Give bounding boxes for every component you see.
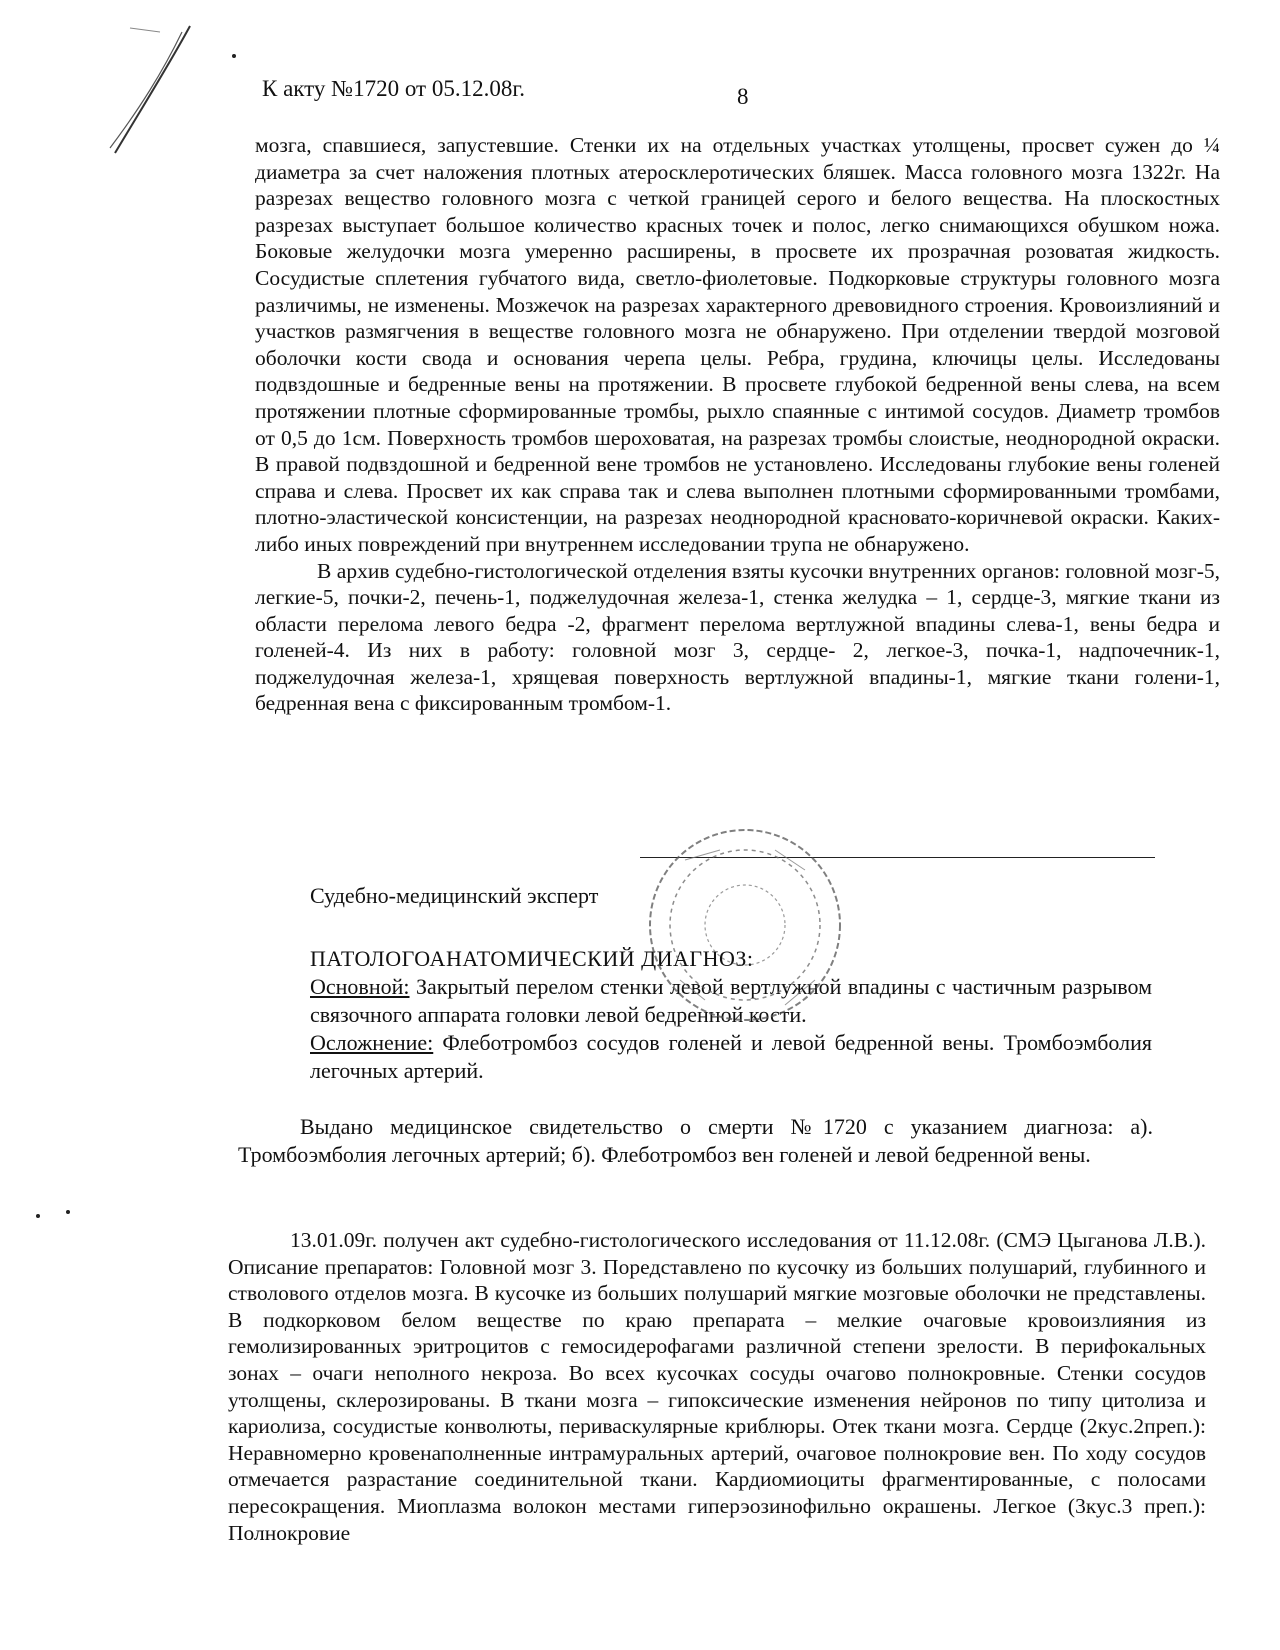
paragraph-internal-exam: мозга, спавшиеся, запустевшие. Стенки их на отдельных участках утолщены, просвет сужен до ¼ диаметра за счет наложения плотных атеросклеротических бляшек. Масса головного мозга 1322г. На разрезах вещество головного мозга с четкой границей серого и белого вещества. На плоскостных разрезах выступает большое количество красных точек и полос, легко снимающихся обушком ножа. Боковые желудочки мозга умеренно расширены, в просвете их прозрачная розоватая жидкость. Сосудистые сплетения губчатого вида, светло-фиолетовые. Подкорковые структуры головного мозга различимы, не изменены. Мозжечок на разрезах характерного древовидного строения. Кровоизлияний и участков размягчения в веществе головного мозга не обнаружено. При отделении твердой мозговой оболочки кости свода и основания черепа целы. Ребра, грудина, ключицы целы. Исследованы подвздошные и бедренные вены на протяжении. В просвете глубокой бедренной вены слева, на всем протяжении плотные сформированные тромбы, рыхло спаянные с интимой сосудов. Диаметр тромбов от 0,5 до 1см. Поверхность тромбов шероховатая, на разрезах тромбы слоистые, неоднородной окраски. В правой подвздошной и бедренной вене тромбов не установлено. Исследованы глубокие вены голеней справа и слева. Просвет их как справа так и слева выполнен плотными сформированными тромбами, плотно-эластической консистенции, на разрезах неоднородной красновато-коричневой окраски. Каких-либо иных повреждений при внутреннем исследовании трупа не обнаружено. [255,133,1220,556]
expert-signature-line: Судебно-медицинский эксперт [310,883,599,908]
scan-speck [36,1214,40,1218]
scan-speck [232,54,236,58]
official-stamp [625,790,865,1060]
diagnosis-complication-text: Флеботромбоз сосудов голеней и левой бедренной вены. Тромбоэмболия легочных артерий. [310,1030,1153,1083]
scan-speck [66,1210,70,1214]
diagnosis-main-text: Закрытый перелом стенки левой вертлужной впадины с частичным разрывом связочного аппарата головки левой бедренной кости. [310,974,1152,1027]
diagnosis-title: ПАТОЛОГОАНАТОМИЧЕСКИЙ ДИАГНОЗ: [310,946,754,971]
histology-report [228,1227,1206,1546]
diagnosis-complication-label: Осложнение: [310,1030,434,1055]
histology-text: 13.01.09г. получен акт судебно-гистологического исследования от 11.12.08г. (СМЭ Цыганова Л.В.). Описание препаратов: Головной мозг 3. Порeдставлено по кусочку из больших полушарий, глубинного и стволового отделов мозга. В кусочке из больших полушарий мягкие мозговые оболочки не представлены. В подкорковом белом веществе по краю препарата – мелкие очаговые кровоизлияния из гемолизированных эритроцитов с гемосидерофагами различной степени зрелости. В перифокальных зонах – очаги неполного некроза. Во всех кусочках сосуды очагово полнокровные. Стенки сосудов утолщены, склерозированы. В ткани мозга – гипоксические изменения нейронов по типу цитолиза и кариолиза, сосудистые конволюты, периваскулярные криблюры. Отек ткани мозга. Сердце (2кус.2преп.): Неравномерно кровенаполненные интрамуральных артерий, очаговое полнокровие вен. По ходу сосудов отмечается разрастание соединительной ткани. Кардиомиоциты фрагментированные, с полосами пересокращения. Миоплазма волокон местами гиперэозинофильно окрашены. Легкое (3кус.3 преп.): Полнокровие [228,1228,1206,1545]
paragraph-archive: В архив судебно-гистологической отделения взяты кусочки внутренних органов: головной мозг-5, легкие-5, почки-2, печень-1, поджелудочная железа-1, стенка желудка – 1, сердце-3, мягкие ткани из области перелома левого бедра -2, фрагмент перелома вертлужной впадины слева-1, вены бедра и голеней-4. Из них в работу: головной мозг 3, сердце- 2, легкое-3, почка-1, надпочечник-1, поджелудочная железа-1, хрящевая поверхность вертлужной впадины-1, мягкие ткани голени-1, бедренная вена с фиксированным тромбом-1. [255,558,1220,716]
page-number: 8 [737,84,749,109]
diagnosis-main-label: Основной: [310,974,410,999]
certificate-text: Выдано медицинское свидетельство о смерти №1720 с указанием диагноза: а). Тромбоэмболия легочных артерий; б). Флеботромбоз вен голеней и левой бедренной вены. [238,1114,1153,1167]
death-certificate-note [238,1113,1153,1169]
pen-stroke-mark [90,18,210,158]
body-text [255,132,1220,717]
document-reference: К акту №1720 от 05.12.08г. [262,76,525,101]
